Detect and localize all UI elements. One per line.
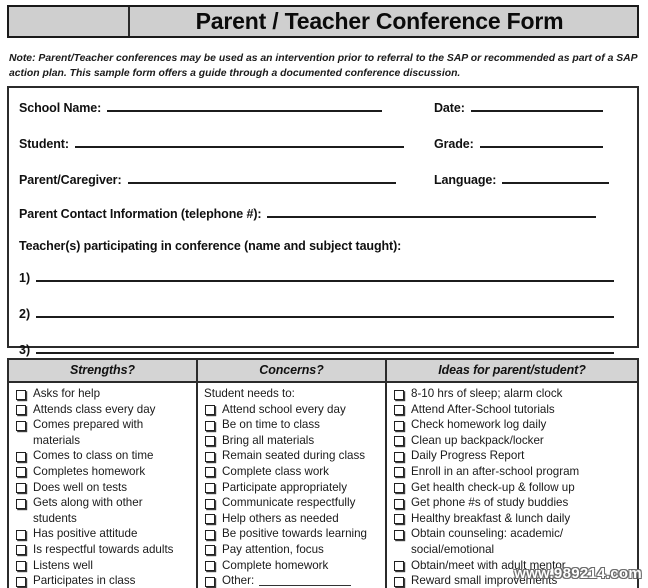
checklist-item[interactable] bbox=[14, 480, 194, 496]
checklist-item-label: Comes to class on time bbox=[33, 449, 154, 463]
checklist-item-label: Remain seated during class bbox=[222, 449, 366, 463]
checkbox-icon[interactable] bbox=[205, 530, 215, 540]
checklist-item-label: Asks for help bbox=[33, 387, 101, 400]
checklist-item-label: Participates in class bbox=[33, 574, 136, 588]
checklist-item-label: Attend After-School tutorials bbox=[411, 402, 555, 416]
checklist-item-label: Obtain counseling: academic/ bbox=[411, 527, 564, 541]
field-parent-contact[interactable] bbox=[19, 204, 596, 221]
checklist-item[interactable] bbox=[14, 558, 194, 574]
checkbox-icon[interactable] bbox=[394, 514, 404, 524]
checklist-table bbox=[7, 358, 639, 588]
checklist-item[interactable] bbox=[392, 480, 635, 496]
language-label: Language: bbox=[434, 173, 497, 187]
checkbox-icon[interactable] bbox=[205, 452, 215, 462]
checklist-item-label: Bring all materials bbox=[222, 433, 315, 447]
checklist-item[interactable] bbox=[203, 480, 383, 496]
checklist-item[interactable] bbox=[203, 511, 383, 527]
checkbox-icon[interactable] bbox=[394, 390, 404, 400]
checklist-item[interactable] bbox=[392, 417, 635, 433]
checklist-item[interactable] bbox=[14, 448, 194, 464]
checkbox-icon[interactable] bbox=[205, 421, 215, 431]
column-header-concerns: Concerns? bbox=[198, 360, 385, 383]
checklist-item[interactable] bbox=[203, 402, 383, 418]
form-title-bar bbox=[7, 5, 639, 38]
checklist-item-label: Clean up backpack/locker bbox=[411, 433, 544, 447]
site-watermark: www.989214.com bbox=[514, 565, 642, 582]
checkbox-icon[interactable] bbox=[394, 577, 404, 587]
checkbox-icon[interactable] bbox=[394, 467, 404, 477]
checkbox-icon[interactable] bbox=[205, 483, 215, 493]
checkbox-icon[interactable] bbox=[205, 561, 215, 571]
teacher-3-number: 3) bbox=[19, 343, 31, 357]
checkbox-icon[interactable] bbox=[205, 499, 215, 509]
field-teacher-1[interactable] bbox=[19, 268, 614, 285]
checklist-item[interactable] bbox=[392, 448, 635, 464]
parent-caregiver-input[interactable] bbox=[128, 170, 396, 184]
checklist-body-ideas bbox=[387, 383, 637, 588]
parent-caregiver-label: Parent/Caregiver: bbox=[19, 173, 122, 187]
checkbox-icon[interactable] bbox=[394, 405, 404, 415]
checklist-column-ideas bbox=[387, 360, 637, 588]
field-student[interactable] bbox=[19, 134, 404, 151]
school-name-label: School Name: bbox=[19, 101, 102, 115]
checklist-item-label-continued: materials bbox=[33, 433, 81, 447]
checklist-item-label: Reward small improvements bbox=[411, 574, 558, 588]
checklist-item-label: Healthy breakfast & lunch daily bbox=[411, 511, 571, 525]
checkbox-icon[interactable] bbox=[16, 390, 26, 400]
checklist-item-label: Comes prepared with bbox=[33, 418, 144, 432]
checklist-item[interactable] bbox=[203, 417, 383, 433]
checkbox-icon[interactable] bbox=[16, 561, 26, 571]
checklist-item[interactable] bbox=[392, 526, 635, 542]
checkbox-icon[interactable] bbox=[16, 452, 26, 462]
checklist-item-label: Has positive attitude bbox=[33, 527, 138, 541]
checklist-column-strengths bbox=[9, 360, 196, 588]
checklist-body-concerns bbox=[198, 383, 385, 588]
checkbox-icon[interactable] bbox=[394, 561, 404, 571]
teachers-participating-label: Teacher(s) participating in conference (name and subject taught): bbox=[19, 239, 402, 253]
checklist-item-label: Gets along with other bbox=[33, 496, 143, 510]
checkbox-icon[interactable] bbox=[205, 577, 215, 587]
checklist-body-strengths bbox=[9, 383, 196, 588]
checkbox-icon[interactable] bbox=[394, 499, 404, 509]
checklist-item-label: Does well on tests bbox=[33, 480, 128, 494]
checkbox-icon[interactable] bbox=[16, 467, 26, 477]
page-title: Parent / Teacher Conference Form bbox=[195, 8, 564, 34]
checklist-item[interactable] bbox=[203, 448, 383, 464]
field-grade[interactable] bbox=[434, 134, 603, 151]
checkbox-icon[interactable] bbox=[394, 483, 404, 493]
checklist-item[interactable] bbox=[203, 495, 383, 511]
checkbox-icon[interactable] bbox=[394, 530, 404, 540]
checkbox-icon[interactable] bbox=[205, 545, 215, 555]
checklist-item-label: Daily Progress Report bbox=[411, 449, 525, 463]
checklist-item[interactable] bbox=[14, 417, 194, 433]
identification-fields-box bbox=[7, 86, 639, 357]
checkbox-icon[interactable] bbox=[394, 452, 404, 462]
checklist-item[interactable] bbox=[392, 402, 635, 418]
field-date[interactable] bbox=[434, 98, 603, 115]
checklist-item[interactable] bbox=[203, 573, 383, 588]
checklist-item[interactable] bbox=[392, 558, 635, 574]
field-parent-caregiver[interactable] bbox=[19, 170, 396, 187]
checkbox-icon[interactable] bbox=[16, 483, 26, 493]
checklist-item[interactable] bbox=[392, 511, 635, 527]
checkbox-icon[interactable] bbox=[205, 405, 215, 415]
parent-contact-input[interactable] bbox=[267, 204, 596, 218]
grade-label: Grade: bbox=[434, 137, 474, 151]
checklist-item[interactable] bbox=[392, 495, 635, 511]
checklist-item-label: Enroll in an after-school program bbox=[411, 464, 580, 478]
checklist-item[interactable] bbox=[14, 402, 194, 418]
school-name-input[interactable] bbox=[107, 98, 382, 112]
checkbox-icon[interactable] bbox=[16, 421, 26, 431]
checklist-item-label: Completes homework bbox=[33, 464, 146, 478]
column-header-strengths: Strengths? bbox=[9, 360, 196, 383]
checklist-item[interactable] bbox=[14, 386, 194, 402]
checklist-item[interactable] bbox=[392, 464, 635, 480]
checklist-item[interactable] bbox=[203, 464, 383, 480]
teachers-participating-label-row bbox=[19, 239, 401, 253]
title-left-spacer-cell bbox=[9, 7, 130, 36]
checklist-item-label: 8-10 hrs of sleep; alarm clock bbox=[411, 387, 563, 400]
checklist-item[interactable] bbox=[203, 526, 383, 542]
checklist-item-label-continued: social/emotional bbox=[411, 542, 495, 556]
checklist-item-label: Pay attention, focus bbox=[222, 542, 324, 556]
checklist-item-label: Help others as needed bbox=[222, 511, 339, 525]
checkbox-icon[interactable] bbox=[394, 421, 404, 431]
field-teacher-3[interactable] bbox=[19, 340, 614, 357]
checklist-item-label: Other: bbox=[222, 573, 351, 588]
checklist-item[interactable] bbox=[14, 573, 194, 588]
checklist-item-label: Complete homework bbox=[222, 558, 329, 572]
other-write-in-input[interactable] bbox=[259, 574, 351, 586]
checklist-item-label: Be on time to class bbox=[222, 418, 320, 432]
checklist-item-label: Obtain/meet with adult mentor bbox=[411, 558, 566, 572]
checklist-item-label: Check homework log daily bbox=[411, 418, 547, 432]
checklist-item-label: Get health check-up & follow up bbox=[411, 480, 575, 494]
parent-contact-label: Parent Contact Information (telephone #): bbox=[19, 207, 262, 221]
checklist-item[interactable] bbox=[392, 573, 635, 588]
checklist-item-label: Attend school every day bbox=[222, 402, 346, 416]
teacher-1-input[interactable] bbox=[36, 268, 614, 282]
column-header-ideas: Ideas for parent/student? bbox=[387, 360, 637, 383]
field-teacher-2[interactable] bbox=[19, 304, 614, 321]
checklist-item-label: Participate appropriately bbox=[222, 480, 348, 494]
checklist-item-label: Communicate respectfully bbox=[222, 496, 356, 510]
checkbox-icon[interactable] bbox=[205, 514, 215, 524]
teacher-3-input[interactable] bbox=[36, 340, 614, 354]
field-school-name[interactable] bbox=[19, 98, 382, 115]
form-note: Note: Parent/Teacher conferences may be used as an intervention prior to referral to the SAP or recommended as part of a SAP action plan. This sample form offers a guide through a documented conference discussion. bbox=[9, 53, 638, 79]
checkbox-icon[interactable] bbox=[16, 405, 26, 415]
checkbox-icon[interactable] bbox=[16, 499, 26, 509]
checklist-item[interactable] bbox=[392, 433, 635, 449]
checklist-item[interactable] bbox=[14, 542, 194, 558]
date-label: Date: bbox=[434, 101, 465, 115]
checklist-item-label: Listens well bbox=[33, 558, 93, 572]
checklist-item-label: Get phone #s of study buddies bbox=[411, 496, 569, 510]
grade-input[interactable] bbox=[480, 134, 603, 148]
checklist-item-label-continued: students bbox=[33, 511, 77, 525]
checklist-item-label: Be positive towards learning bbox=[222, 527, 368, 541]
checkbox-icon[interactable] bbox=[16, 545, 26, 555]
date-input[interactable] bbox=[471, 98, 603, 112]
student-input[interactable] bbox=[75, 134, 404, 148]
teacher-2-input[interactable] bbox=[36, 304, 614, 318]
checkbox-icon[interactable] bbox=[394, 436, 404, 446]
checklist-item[interactable] bbox=[203, 542, 383, 558]
checklist-item[interactable] bbox=[14, 464, 194, 480]
teacher-1-number: 1) bbox=[19, 271, 31, 285]
checklist-item-label: Complete class work bbox=[222, 464, 329, 478]
checklist-item[interactable] bbox=[392, 386, 635, 402]
checklist-item-label: Is respectful towards adults bbox=[33, 542, 174, 556]
student-label: Student: bbox=[19, 137, 69, 151]
checklist-column-concerns bbox=[196, 360, 387, 588]
checklist-item[interactable] bbox=[14, 495, 194, 511]
checkbox-icon[interactable] bbox=[205, 467, 215, 477]
checklist-item[interactable] bbox=[14, 526, 194, 542]
checklist-item-label: Attends class every day bbox=[33, 402, 156, 416]
checkbox-icon[interactable] bbox=[16, 577, 26, 587]
checkbox-icon[interactable] bbox=[205, 436, 215, 446]
field-language[interactable] bbox=[434, 170, 609, 187]
teacher-2-number: 2) bbox=[19, 307, 31, 321]
checklist-item[interactable] bbox=[203, 558, 383, 574]
checklist-item[interactable] bbox=[203, 433, 383, 449]
checklist-intro: Student needs to: bbox=[204, 387, 295, 400]
checkbox-icon[interactable] bbox=[16, 530, 26, 540]
language-input[interactable] bbox=[502, 170, 609, 184]
